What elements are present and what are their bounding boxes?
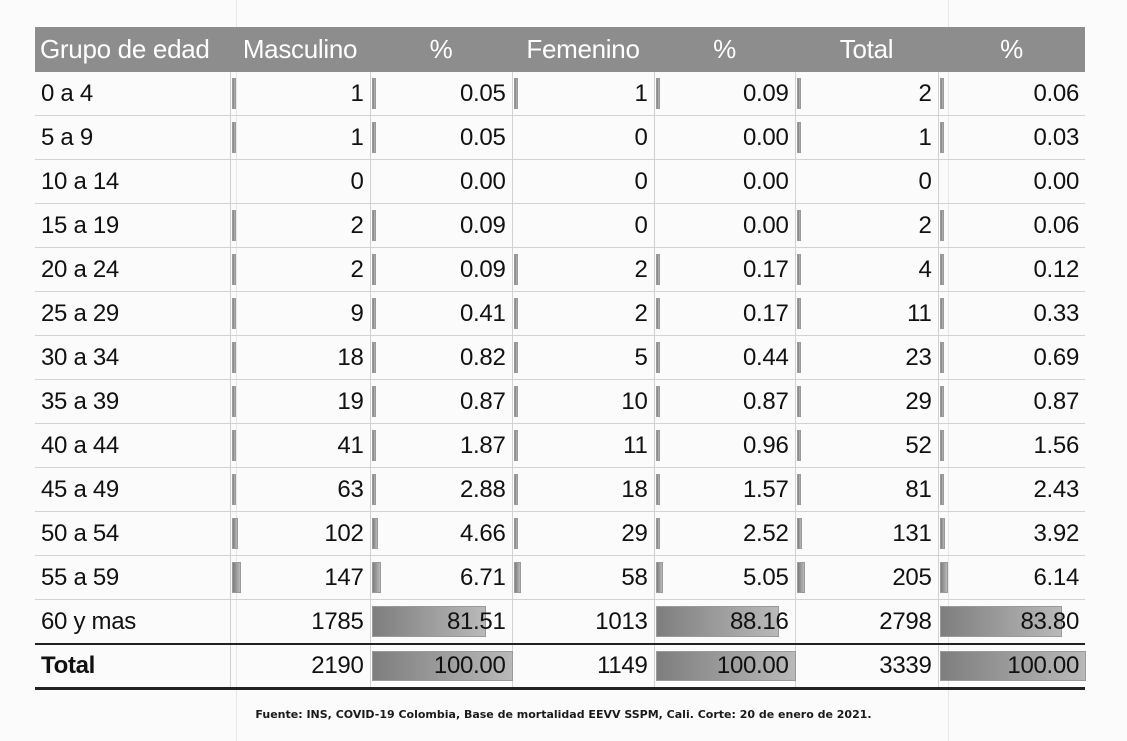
cell-value: 1785 <box>311 607 364 635</box>
masculino-pct-cell <box>370 556 512 600</box>
cell-value: 0.41 <box>459 299 506 327</box>
data-bar <box>232 122 236 153</box>
data-bar <box>372 386 376 417</box>
cell-value: Total <box>41 652 96 679</box>
cell-value: 1 <box>350 79 364 107</box>
total-pct-cell <box>938 116 1085 160</box>
cell-value: 1 <box>350 123 364 151</box>
cell-value: 88.16 <box>729 607 789 635</box>
age-group-cell <box>35 556 230 600</box>
cell-value: 1013 <box>595 607 648 635</box>
data-bar <box>372 78 376 109</box>
data-bar <box>797 342 801 373</box>
data-bar <box>514 386 518 417</box>
cell-value: 5.05 <box>742 563 789 591</box>
femenino-pct-cell <box>654 204 795 248</box>
age-group-cell <box>35 72 230 116</box>
data-bar <box>797 210 801 241</box>
table-row <box>35 600 1085 645</box>
cell-value: 2190 <box>311 652 364 679</box>
table-row <box>35 116 1085 160</box>
table-row <box>35 468 1085 512</box>
data-bar <box>656 254 660 285</box>
cell-value: 29 <box>621 519 648 547</box>
cell-value: 0.00 <box>459 167 506 195</box>
cell-value: 63 <box>337 475 364 503</box>
total-pct-cell <box>938 424 1085 468</box>
masculino-count-cell <box>230 380 370 424</box>
age-group-cell <box>35 336 230 380</box>
cell-value: 2.52 <box>742 519 789 547</box>
data-bar <box>372 562 381 593</box>
cell-value: 81.51 <box>446 607 506 635</box>
cell-value: 0.00 <box>742 211 789 239</box>
data-bar <box>797 518 803 549</box>
femenino-pct-cell <box>654 336 795 380</box>
table-row <box>35 512 1085 556</box>
data-bar <box>940 386 944 417</box>
data-bar <box>797 562 806 593</box>
cell-value: 4 <box>918 255 932 283</box>
cell-value: 0 a 4 <box>41 79 93 107</box>
cell-value: 0.87 <box>459 387 506 415</box>
source-footnote: Fuente: INS, COVID-19 Colombia, Base de mortalidad EEVV SSPM, Cali. Corte: 20 de enero de 2021. <box>255 708 872 721</box>
femenino-count-cell <box>512 556 654 600</box>
cell-value: 0 <box>634 167 648 195</box>
data-bar <box>797 78 801 109</box>
masculino-count-cell <box>230 336 370 380</box>
masculino-pct-cell <box>370 292 512 336</box>
femenino-count-cell <box>512 512 654 556</box>
total-pct-cell <box>938 512 1085 556</box>
femenino-pct-cell <box>654 468 795 512</box>
data-bar <box>372 342 376 373</box>
total-row <box>35 644 1085 689</box>
total-pct-cell <box>938 292 1085 336</box>
cell-value: 19 <box>337 387 364 415</box>
cell-value: 0.87 <box>1033 387 1079 415</box>
cell-value: 2 <box>350 255 364 283</box>
cell-value: 52 <box>905 431 932 459</box>
cell-value: 2 <box>634 255 648 283</box>
age-group-cell <box>35 380 230 424</box>
header-grupo-de-edad: Grupo de edad <box>35 27 230 72</box>
cell-value: 0.00 <box>742 167 789 195</box>
cell-value: 1149 <box>597 652 648 679</box>
cell-value: 5 a 9 <box>41 123 93 151</box>
cell-value: 0.06 <box>1033 79 1079 107</box>
cell-value: 100.00 <box>716 652 789 679</box>
masculino-pct-cell <box>370 468 512 512</box>
total-count-cell <box>795 380 938 424</box>
cell-value: 58 <box>621 563 648 591</box>
table-row <box>35 336 1085 380</box>
cell-value: 9 <box>350 299 364 327</box>
data-bar <box>656 342 660 373</box>
table-header <box>35 27 1085 72</box>
total-count-cell <box>795 556 938 600</box>
masculino-count-cell <box>230 644 370 689</box>
masculino-pct-cell <box>370 600 512 645</box>
header-total-pct: % <box>938 27 1085 72</box>
cell-value: 0.44 <box>742 343 789 371</box>
cell-value: 4.66 <box>459 519 506 547</box>
total-count-cell <box>795 72 938 116</box>
total-pct-cell <box>938 556 1085 600</box>
cell-value: 131 <box>892 519 932 547</box>
header-total: Total <box>795 27 938 72</box>
cell-value: 1.56 <box>1033 431 1079 459</box>
data-bar <box>232 78 236 109</box>
cell-value: 2.43 <box>1033 475 1079 503</box>
data-bar <box>656 78 660 109</box>
table-row <box>35 160 1085 204</box>
table-body <box>35 72 1085 689</box>
cell-value: 29 <box>905 387 932 415</box>
age-group-cell <box>35 644 230 689</box>
masculino-pct-cell <box>370 160 512 204</box>
age-group-cell <box>35 600 230 645</box>
total-pct-cell <box>938 644 1085 689</box>
header-masculino-pct: % <box>370 27 512 72</box>
age-group-cell <box>35 468 230 512</box>
cell-value: 0 <box>634 123 648 151</box>
total-count-cell <box>795 248 938 292</box>
data-bar <box>232 386 236 417</box>
cell-value: 0.12 <box>1033 255 1079 283</box>
table-row <box>35 424 1085 468</box>
data-bar <box>372 210 376 241</box>
data-bar <box>797 386 801 417</box>
femenino-count-cell <box>512 380 654 424</box>
cell-value: 1.87 <box>459 431 506 459</box>
table-row <box>35 380 1085 424</box>
masculino-count-cell <box>230 72 370 116</box>
cell-value: 0.17 <box>742 255 789 283</box>
table-row <box>35 292 1085 336</box>
femenino-pct-cell <box>654 600 795 645</box>
data-bar <box>940 474 944 505</box>
cell-value: 11 <box>907 299 932 327</box>
total-count-cell <box>795 512 938 556</box>
femenino-pct-cell <box>654 512 795 556</box>
data-bar <box>372 254 376 285</box>
data-bar <box>232 298 236 329</box>
data-bar <box>656 298 660 329</box>
cell-value: 1 <box>918 123 932 151</box>
cell-value: 50 a 54 <box>41 519 119 547</box>
table-row <box>35 204 1085 248</box>
masculino-count-cell <box>230 292 370 336</box>
cell-value: 41 <box>337 431 364 459</box>
cell-value: 0.00 <box>1033 167 1079 195</box>
total-pct-cell <box>938 380 1085 424</box>
age-group-cell <box>35 424 230 468</box>
age-group-cell <box>35 512 230 556</box>
masculino-pct-cell <box>370 204 512 248</box>
femenino-pct-cell <box>654 424 795 468</box>
cell-value: 0.00 <box>742 123 789 151</box>
cell-value: 0.09 <box>459 255 506 283</box>
cell-value: 100.00 <box>433 652 506 679</box>
cell-value: 0 <box>918 167 932 195</box>
cell-value: 3.92 <box>1033 519 1079 547</box>
data-bar <box>656 430 660 461</box>
cell-value: 60 y mas <box>41 607 136 635</box>
total-pct-cell <box>938 600 1085 645</box>
cell-value: 2 <box>918 79 932 107</box>
cell-value: 0.09 <box>742 79 789 107</box>
data-bar <box>656 386 660 417</box>
masculino-count-cell <box>230 424 370 468</box>
header-masculino: Masculino <box>230 27 370 72</box>
femenino-pct-cell <box>654 248 795 292</box>
data-bar <box>940 122 944 153</box>
masculino-count-cell <box>230 248 370 292</box>
femenino-count-cell <box>512 292 654 336</box>
cell-value: 83.80 <box>1020 607 1079 635</box>
masculino-count-cell <box>230 160 370 204</box>
cell-value: 0.33 <box>1033 299 1079 327</box>
data-bar <box>797 298 801 329</box>
femenino-pct-cell <box>654 160 795 204</box>
cell-value: 10 <box>621 387 648 415</box>
femenino-pct-cell <box>654 644 795 689</box>
masculino-count-cell <box>230 512 370 556</box>
cell-value: 2 <box>918 211 932 239</box>
total-count-cell <box>795 468 938 512</box>
data-bar <box>232 562 241 593</box>
data-bar <box>940 298 944 329</box>
cell-value: 45 a 49 <box>41 475 119 503</box>
total-pct-cell <box>938 336 1085 380</box>
age-group-cell <box>35 292 230 336</box>
data-bar <box>514 474 518 505</box>
cell-value: 2798 <box>879 607 932 635</box>
total-pct-cell <box>938 204 1085 248</box>
cell-value: 0.96 <box>742 431 789 459</box>
cell-value: 2 <box>350 211 364 239</box>
cell-value: 102 <box>324 519 364 547</box>
cell-value: 0.82 <box>459 343 506 371</box>
data-bar <box>514 430 518 461</box>
femenino-pct-cell <box>654 116 795 160</box>
cell-value: 2 <box>634 299 648 327</box>
age-group-cell <box>35 204 230 248</box>
cell-value: 35 a 39 <box>41 387 119 415</box>
data-bar <box>656 562 663 593</box>
data-bar <box>514 254 518 285</box>
femenino-pct-cell <box>654 556 795 600</box>
total-count-cell <box>795 292 938 336</box>
age-group-cell <box>35 248 230 292</box>
femenino-count-cell <box>512 248 654 292</box>
cell-value: 0 <box>350 167 364 195</box>
femenino-pct-cell <box>654 292 795 336</box>
cell-value: 2.88 <box>459 475 506 503</box>
data-bar <box>797 474 801 505</box>
header-femenino-pct: % <box>654 27 795 72</box>
cell-value: 0.05 <box>459 79 506 107</box>
masculino-pct-cell <box>370 116 512 160</box>
data-bar <box>797 254 801 285</box>
cell-value: 0.05 <box>459 123 506 151</box>
data-bar <box>372 430 376 461</box>
data-bar <box>514 298 518 329</box>
table-row <box>35 72 1085 116</box>
data-bar <box>514 518 518 549</box>
data-bar <box>940 210 944 241</box>
data-bar <box>372 298 376 329</box>
femenino-count-cell <box>512 204 654 248</box>
masculino-pct-cell <box>370 380 512 424</box>
femenino-count-cell <box>512 424 654 468</box>
data-bar <box>940 562 949 593</box>
data-bar <box>940 342 944 373</box>
cell-value: 18 <box>621 475 648 503</box>
cell-value: 15 a 19 <box>41 211 119 239</box>
masculino-count-cell <box>230 468 370 512</box>
femenino-count-cell <box>512 644 654 689</box>
femenino-count-cell <box>512 116 654 160</box>
masculino-pct-cell <box>370 336 512 380</box>
data-bar <box>514 342 518 373</box>
masculino-count-cell <box>230 116 370 160</box>
cell-value: 1 <box>634 79 648 107</box>
total-pct-cell <box>938 160 1085 204</box>
cell-value: 0.03 <box>1033 123 1079 151</box>
data-bar <box>232 254 236 285</box>
data-bar <box>232 342 236 373</box>
data-bar <box>797 122 801 153</box>
total-count-cell <box>795 644 938 689</box>
cell-value: 25 a 29 <box>41 299 119 327</box>
data-bar <box>797 430 801 461</box>
masculino-pct-cell <box>370 512 512 556</box>
total-count-cell <box>795 204 938 248</box>
femenino-count-cell <box>512 600 654 645</box>
total-count-cell <box>795 336 938 380</box>
data-bar <box>940 254 944 285</box>
data-bar <box>232 210 236 241</box>
header-row <box>35 27 1085 72</box>
data-bar <box>514 562 521 593</box>
data-bar <box>232 474 236 505</box>
cell-value: 23 <box>905 343 932 371</box>
header-femenino: Femenino <box>512 27 654 72</box>
total-count-cell <box>795 160 938 204</box>
data-bar <box>940 518 946 549</box>
total-count-cell <box>795 116 938 160</box>
total-pct-cell <box>938 468 1085 512</box>
total-pct-cell <box>938 248 1085 292</box>
masculino-pct-cell <box>370 644 512 689</box>
cell-value: 3339 <box>879 652 932 679</box>
data-bar <box>656 474 660 505</box>
data-bar <box>656 518 660 549</box>
total-count-cell <box>795 424 938 468</box>
cell-value: 6.14 <box>1033 563 1079 591</box>
masculino-count-cell <box>230 204 370 248</box>
cell-value: 100.00 <box>1007 652 1079 679</box>
masculino-pct-cell <box>370 248 512 292</box>
cell-value: 81 <box>905 475 932 503</box>
femenino-count-cell <box>512 72 654 116</box>
data-bar <box>232 430 236 461</box>
masculino-pct-cell <box>370 72 512 116</box>
cell-value: 5 <box>634 343 648 371</box>
cell-value: 10 a 14 <box>41 167 119 195</box>
cell-value: 11 <box>623 431 648 459</box>
cell-value: 18 <box>337 343 364 371</box>
femenino-pct-cell <box>654 380 795 424</box>
data-bar <box>372 518 379 549</box>
data-bar <box>940 430 944 461</box>
cell-value: 30 a 34 <box>41 343 119 371</box>
data-bar <box>372 122 376 153</box>
cell-value: 147 <box>324 563 364 591</box>
data-bar <box>372 474 376 505</box>
femenino-count-cell <box>512 160 654 204</box>
cell-value: 40 a 44 <box>41 431 119 459</box>
age-group-cell <box>35 116 230 160</box>
mortality-table <box>35 27 1085 690</box>
table-row <box>35 248 1085 292</box>
table-row <box>35 556 1085 600</box>
total-pct-cell <box>938 72 1085 116</box>
cell-value: 6.71 <box>459 563 506 591</box>
cell-value: 0.69 <box>1033 343 1079 371</box>
masculino-count-cell <box>230 600 370 645</box>
femenino-count-cell <box>512 336 654 380</box>
cell-value: 0.09 <box>459 211 506 239</box>
cell-value: 0.87 <box>742 387 789 415</box>
masculino-count-cell <box>230 556 370 600</box>
data-bar <box>232 518 238 549</box>
cell-value: 0 <box>634 211 648 239</box>
cell-value: 205 <box>892 563 932 591</box>
total-count-cell <box>795 600 938 645</box>
cell-value: 20 a 24 <box>41 255 119 283</box>
data-bar <box>514 78 518 109</box>
femenino-count-cell <box>512 468 654 512</box>
masculino-pct-cell <box>370 424 512 468</box>
age-group-cell <box>35 160 230 204</box>
cell-value: 1.57 <box>742 475 789 503</box>
cell-value: 55 a 59 <box>41 563 119 591</box>
femenino-pct-cell <box>654 72 795 116</box>
data-bar <box>940 78 944 109</box>
cell-value: 0.17 <box>742 299 789 327</box>
cell-value: 0.06 <box>1033 211 1079 239</box>
